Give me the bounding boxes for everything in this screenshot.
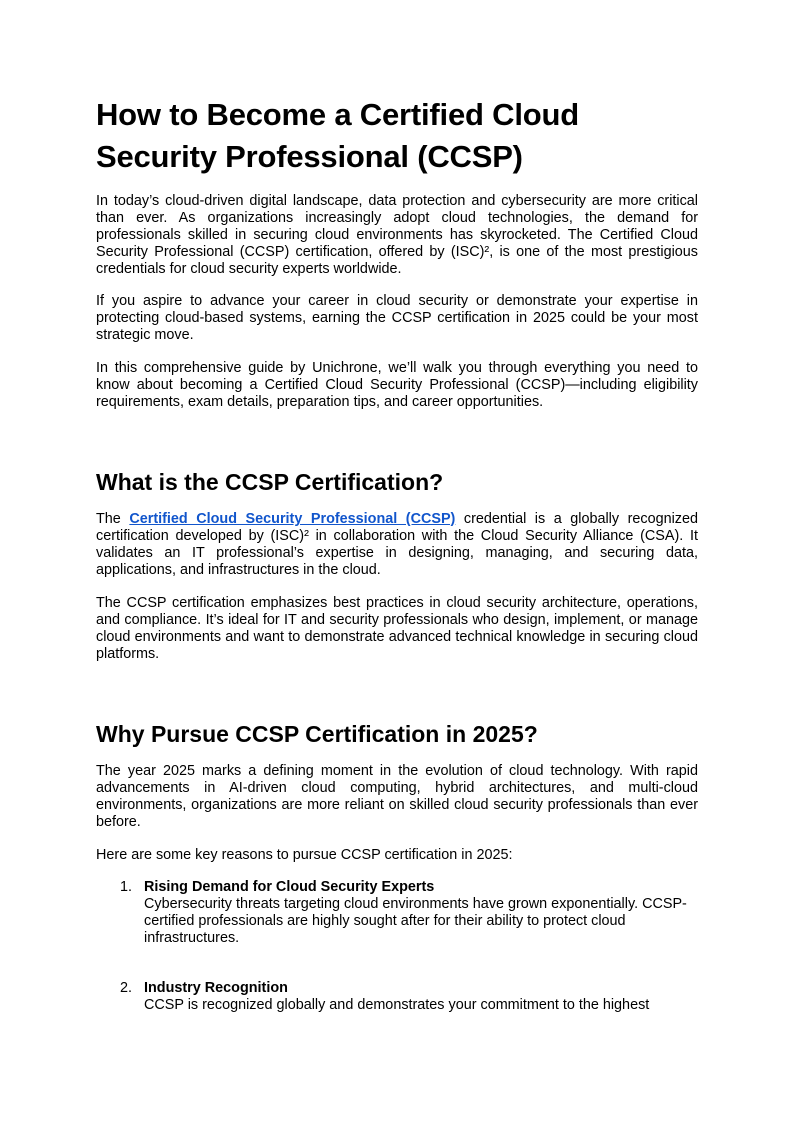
list-item-number: 1. bbox=[120, 879, 133, 895]
list-item-number: 2. bbox=[120, 980, 133, 996]
section2-paragraph-1: The year 2025 marks a defining moment in the evolution of cloud technology. With rapid advancements in AI-driven cloud computing, hybrid architectures, and multi-cloud environments, organizations are more reliant on skilled cloud security professionals than ever before. bbox=[96, 763, 698, 830]
list-item-body bbox=[144, 980, 698, 1014]
section1-p1-prefix: The bbox=[96, 511, 130, 527]
section-heading-what-is-ccsp: What is the CCSP Certification? bbox=[96, 469, 444, 495]
section1-paragraph-2: The CCSP certification emphasizes best practices in cloud security architecture, operations, and compliance. It’s ideal for IT and security professionals who design, implement, or manage cloud environments and want to demonstrate advanced technical knowledge in securing cloud platforms. bbox=[96, 595, 698, 662]
ccsp-link[interactable]: Certified Cloud Security Professional (CCSP) bbox=[129, 511, 456, 527]
intro-paragraph-3: In this comprehensive guide by Unichrone, we’ll walk you through everything you need to know about becoming a Certified Cloud Security Professional (CCSP)—including eligibility requirements, exam details, preparation tips, and career opportunities. bbox=[96, 360, 698, 410]
list-item-description: Cybersecurity threats targeting cloud environments have grown exponentially. CCSP-certified professionals are highly sought after for their ability to protect cloud infrastructures. bbox=[144, 896, 687, 946]
page-title: How to Become a Certified Cloud Security Professional (CCSP) bbox=[96, 97, 579, 174]
intro-paragraph-2: If you aspire to advance your career in cloud security or demonstrate your expertise in protecting cloud-based systems, earning the CCSP certification in 2025 could be your most strategic move. bbox=[96, 293, 698, 343]
section-heading-why-pursue: Why Pursue CCSP Certification in 2025? bbox=[96, 721, 538, 747]
intro-paragraph-1: In today’s cloud-driven digital landscape, data protection and cybersecurity are more critical than ever. As organizations increasingly adopt cloud technologies, the demand for professionals skilled in securing cloud environments has skyrocketed. The Certified Cloud Security Professional (CCSP) certification, offered by (ISC)², is one of the most prestigious credentials for cloud security experts worldwide. bbox=[96, 193, 698, 277]
list-item-body bbox=[144, 879, 698, 947]
section1-p1-suffix: credential is a globally recognized certification developed by (ISC)² in collaboration with the Cloud Security Alliance (CSA). It validates an IT professional’s expertise in designing, managing, and securing data, applications, and infrastructures in the cloud. bbox=[96, 511, 699, 578]
list-item-title: Rising Demand for Cloud Security Experts bbox=[144, 879, 435, 895]
section1-paragraph-1 bbox=[96, 511, 698, 579]
section2-paragraph-2: Here are some key reasons to pursue CCSP certification in 2025: bbox=[96, 847, 513, 863]
list-item-title: Industry Recognition bbox=[144, 980, 288, 996]
list-item-description: CCSP is recognized globally and demonstrates your commitment to the highest bbox=[144, 997, 650, 1013]
